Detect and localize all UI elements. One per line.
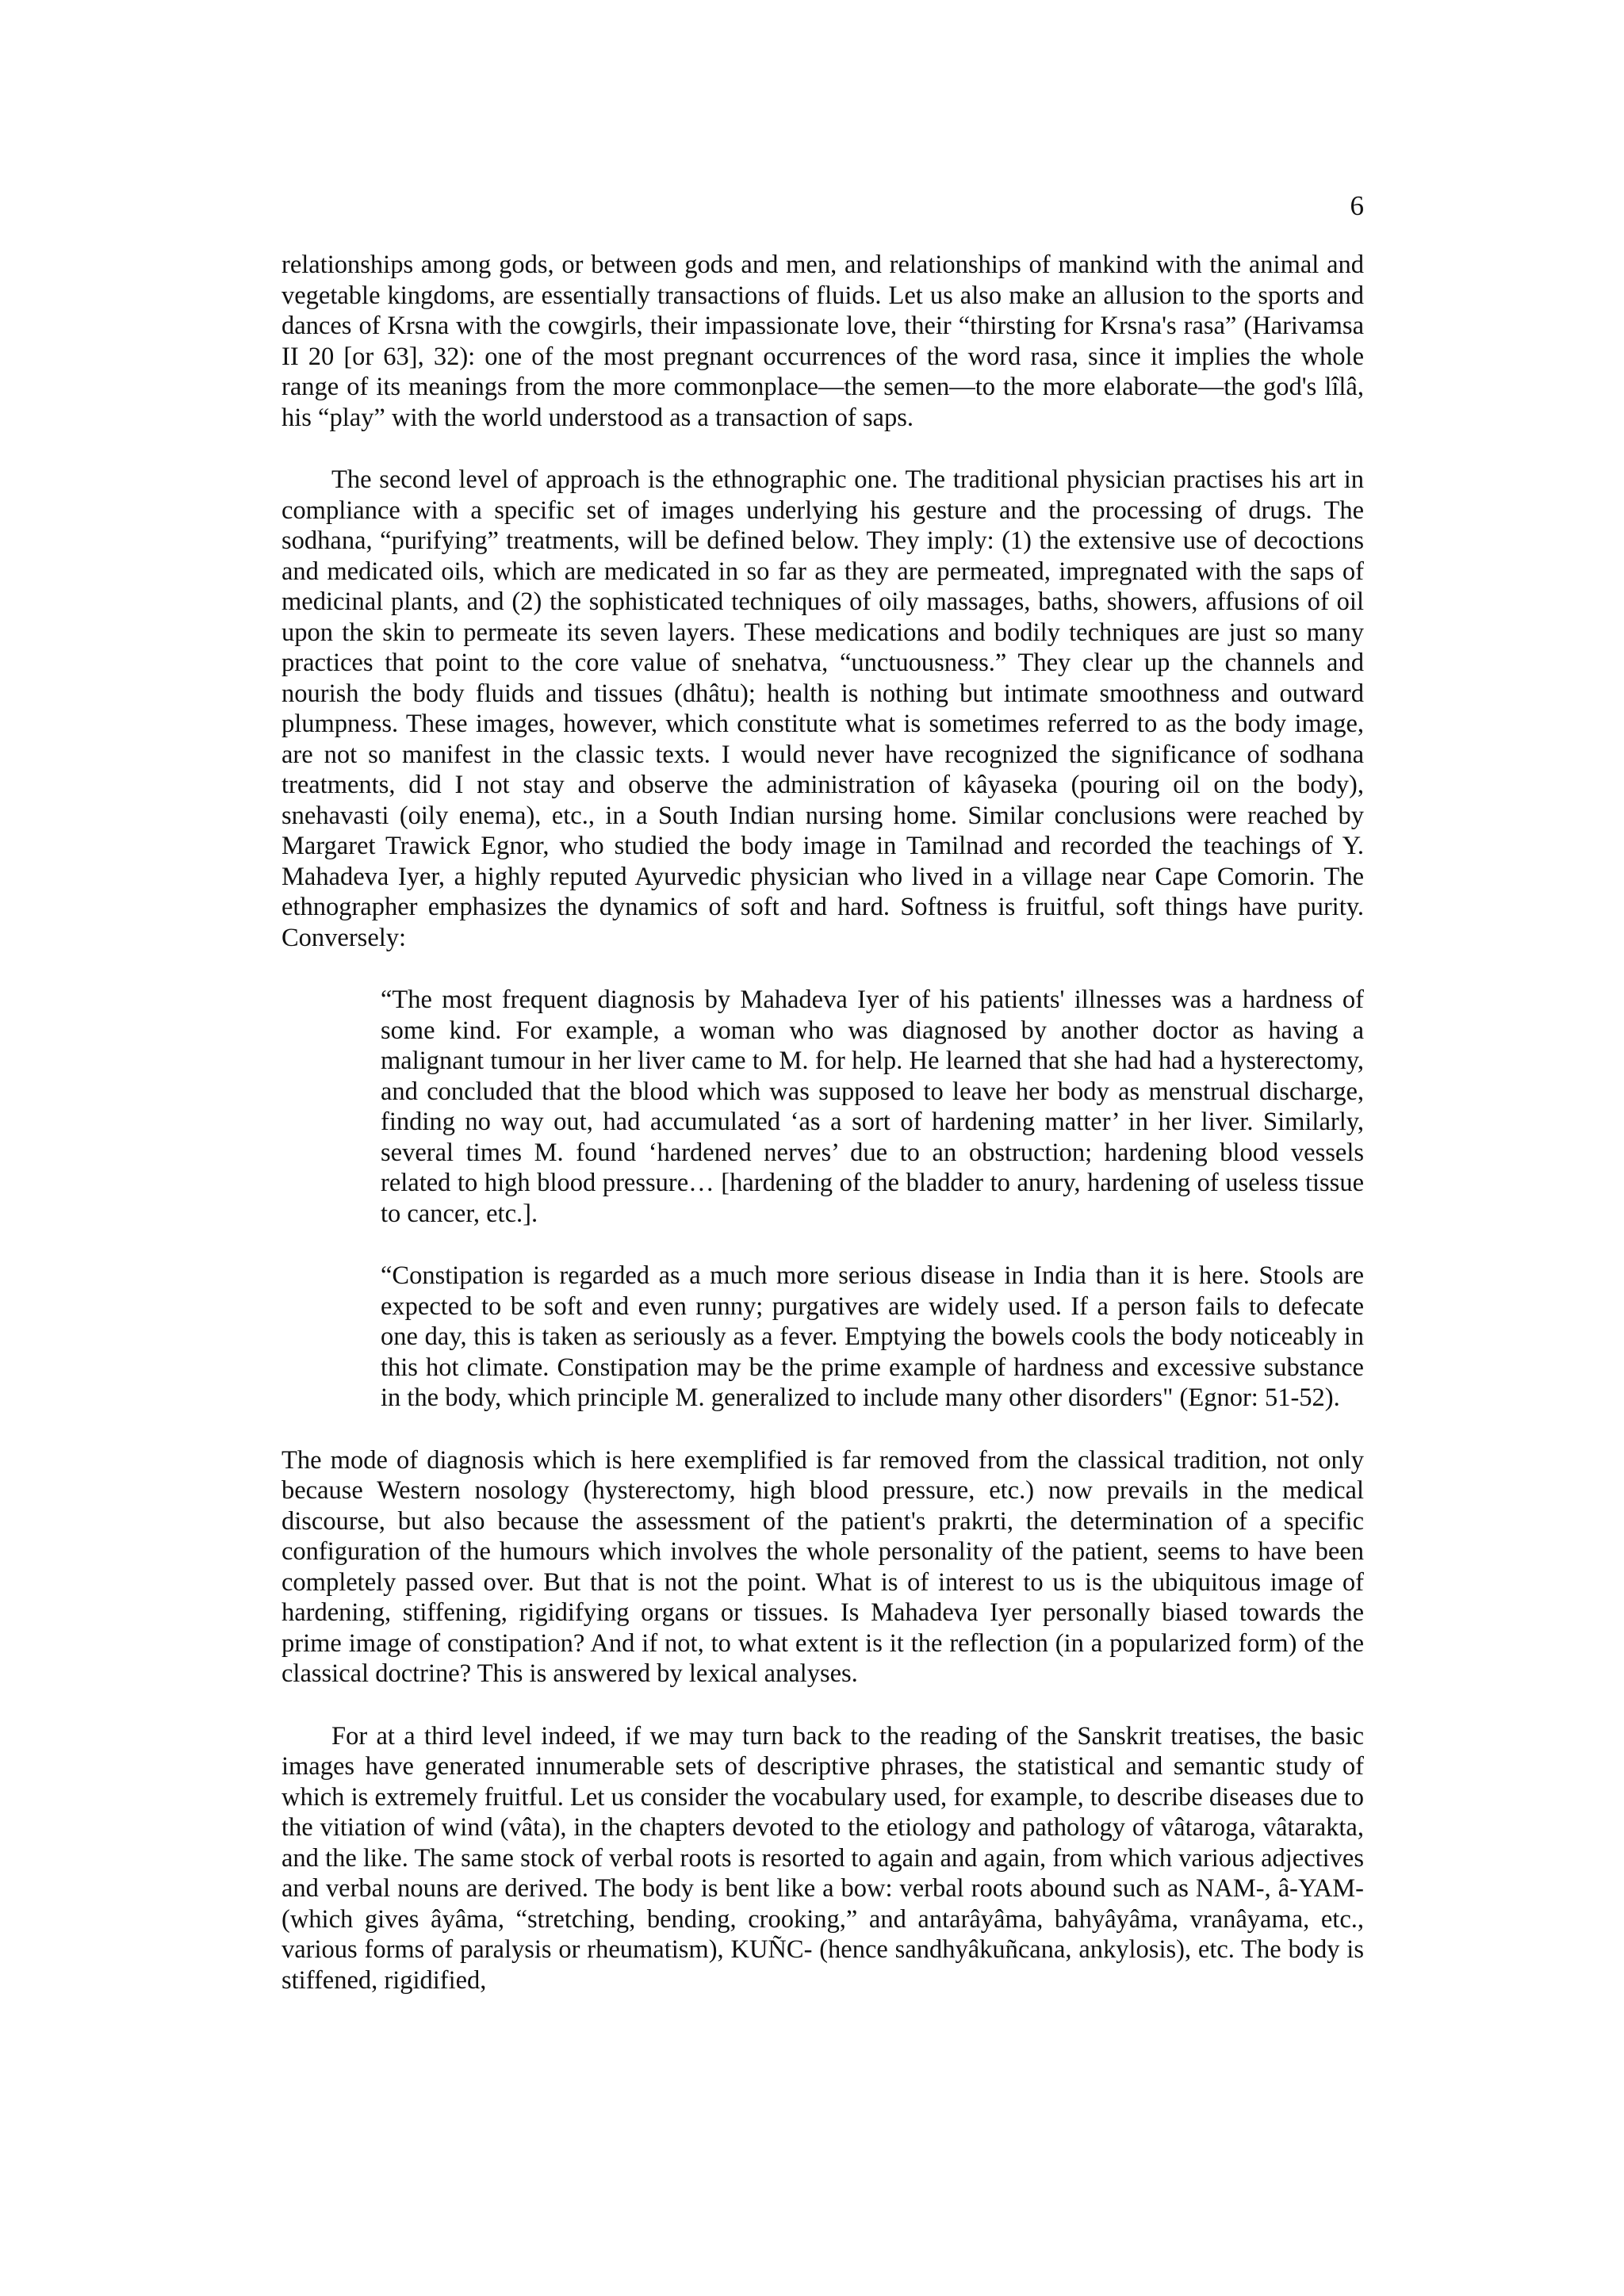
paragraph-ethnographic: The second level of approach is the ethnographic one. The traditional physician practises his art in compliance with a specific set of images underlying his gesture and the processing of drugs. The sodhana, “purifying” treatments, will be defined below. They imply: (1) the extensive use of decoctions and medicated oils, which are medicated in so far as they are permeated, impregnated with the saps of medicinal plants, and (2) the sophisticated techniques of oily massages, baths, showers, affusions of oil upon the skin to permeate its seven layers. These medications and bodily techniques are just so many practices that point to the core value of snehatva, “unctuousness.” They clear up the channels and nourish the body fluids and tissues (dhâtu); health is nothing but intimate smoothness and outward plumpness. These images, however, which constitute what is sometimes referred to as the body image, are not so manifest in the classic texts. I would never have recognized the significance of sodhana treatments, did I not stay and observe the administration of kâyaseka (pouring oil on the body), snehavasti (oily enema), etc., in a South Indian nursing home. Similar conclusions were reached by Margaret Trawick Egnor, who studied the body image in Tamilnad and recorded the teachings of Y. Mahadeva Iyer, a highly reputed Ayurvedic physician who lived in a village near Cape Comorin. The ethnographer emphasizes the dynamics of soft and hard. Softness is fruitful, soft things have purity. Conversely: [282,465,1364,952]
paragraph-third-level: For at a third level indeed, if we may turn back to the reading of the Sanskrit treatises, the basic images have generated innumerable sets of descriptive phrases, the statistical and semantic study of which is extremely fruitful. Let us consider the vocabulary used, for example, to describe diseases due to the vitiation of wind (vâta), in the chapters devoted to the etiology and pathology of vâtaroga, vâtarakta, and the like. The same stock of verbal roots is resorted to again and again, from which various adjectives and verbal nouns are derived. The body is bent like a bow: verbal roots abound such as NAM-, â-YAM- (which gives âyâma, “stretching, bending, crooking,” and antarâyâma, bahyâyâma, vranâyama, etc., various forms of paralysis or rheumatism), KUÑC- (hence sandhyâkuñcana, ankylosis), etc. The body is stiffened, rigidified, [282,1721,1364,1995]
page-body [282,250,1364,1996]
block-quote [381,985,1364,1414]
quote-paragraph-1: “The most frequent diagnosis by Mahadeva Iyer of his patients' illnesses was a hardness of some kind. For example, a woman who was diagnosed by another doctor as having a malignant tumour in her liver came to M. for help. He learned that she had had a hysterectomy, and concluded that the blood which was supposed to leave her body as menstrual discharge, finding no way out, had accumulated ‘as a sort of hardening matter’ in her liver. Similarly, several times M. found ‘hardened nerves’ due to an obstruction; hardening blood vessels related to high blood pressure… [hardening of the bladder to anury, hardening of useless tissue to cancer, etc.]. [381,985,1364,1228]
paragraph-diagnosis: The mode of diagnosis which is here exemplified is far removed from the classical tradition, not only because Western nosology (hysterectomy, high blood pressure, etc.) now prevails in the medical discourse, but also because the assessment of the patient's prakrti, the determination of a specific configuration of the humours which involves the whole personality of the patient, seems to have been completely passed over. But that is not the point. What is of interest to us is the ubiquitous image of hardening, stiffening, rigidifying organs or tissues. Is Mahadeva Iyer personally biased towards the prime image of constipation? And if not, to what extent is it the reflection (in a popularized form) of the classical doctrine? This is answered by lexical analyses. [282,1445,1364,1688]
quote-paragraph-2: “Constipation is regarded as a much more serious disease in India than it is here. Stools are expected to be soft and even runny; purgatives are widely used. If a person fails to defecate one day, this is taken as seriously as a fever. Emptying the bowels cools the body noticeably in this hot climate. Constipation may be the prime example of hardness and excessive substance in the body, which principle M. generalized to include many other disorders" (Egnor: 51-52). [381,1261,1364,1412]
page-number: 6 [1350,190,1364,221]
paragraph-continued: relationships among gods, or between gods and men, and relationships of mankind with the animal and vegetable kingdoms, are essentially transactions of fluids. Let us also make an allusion to the sports and dances of Krsna with the cowgirls, their impassionate love, their “thirsting for Krsna's rasa” (Harivamsa II 20 [or 63], 32): one of the most pregnant occurrences of the word rasa, since it implies the whole range of its meanings from the more commonplace—the semen—to the more elaborate—the god's lîlâ, his “play” with the world understood as a transaction of saps. [282,251,1364,432]
